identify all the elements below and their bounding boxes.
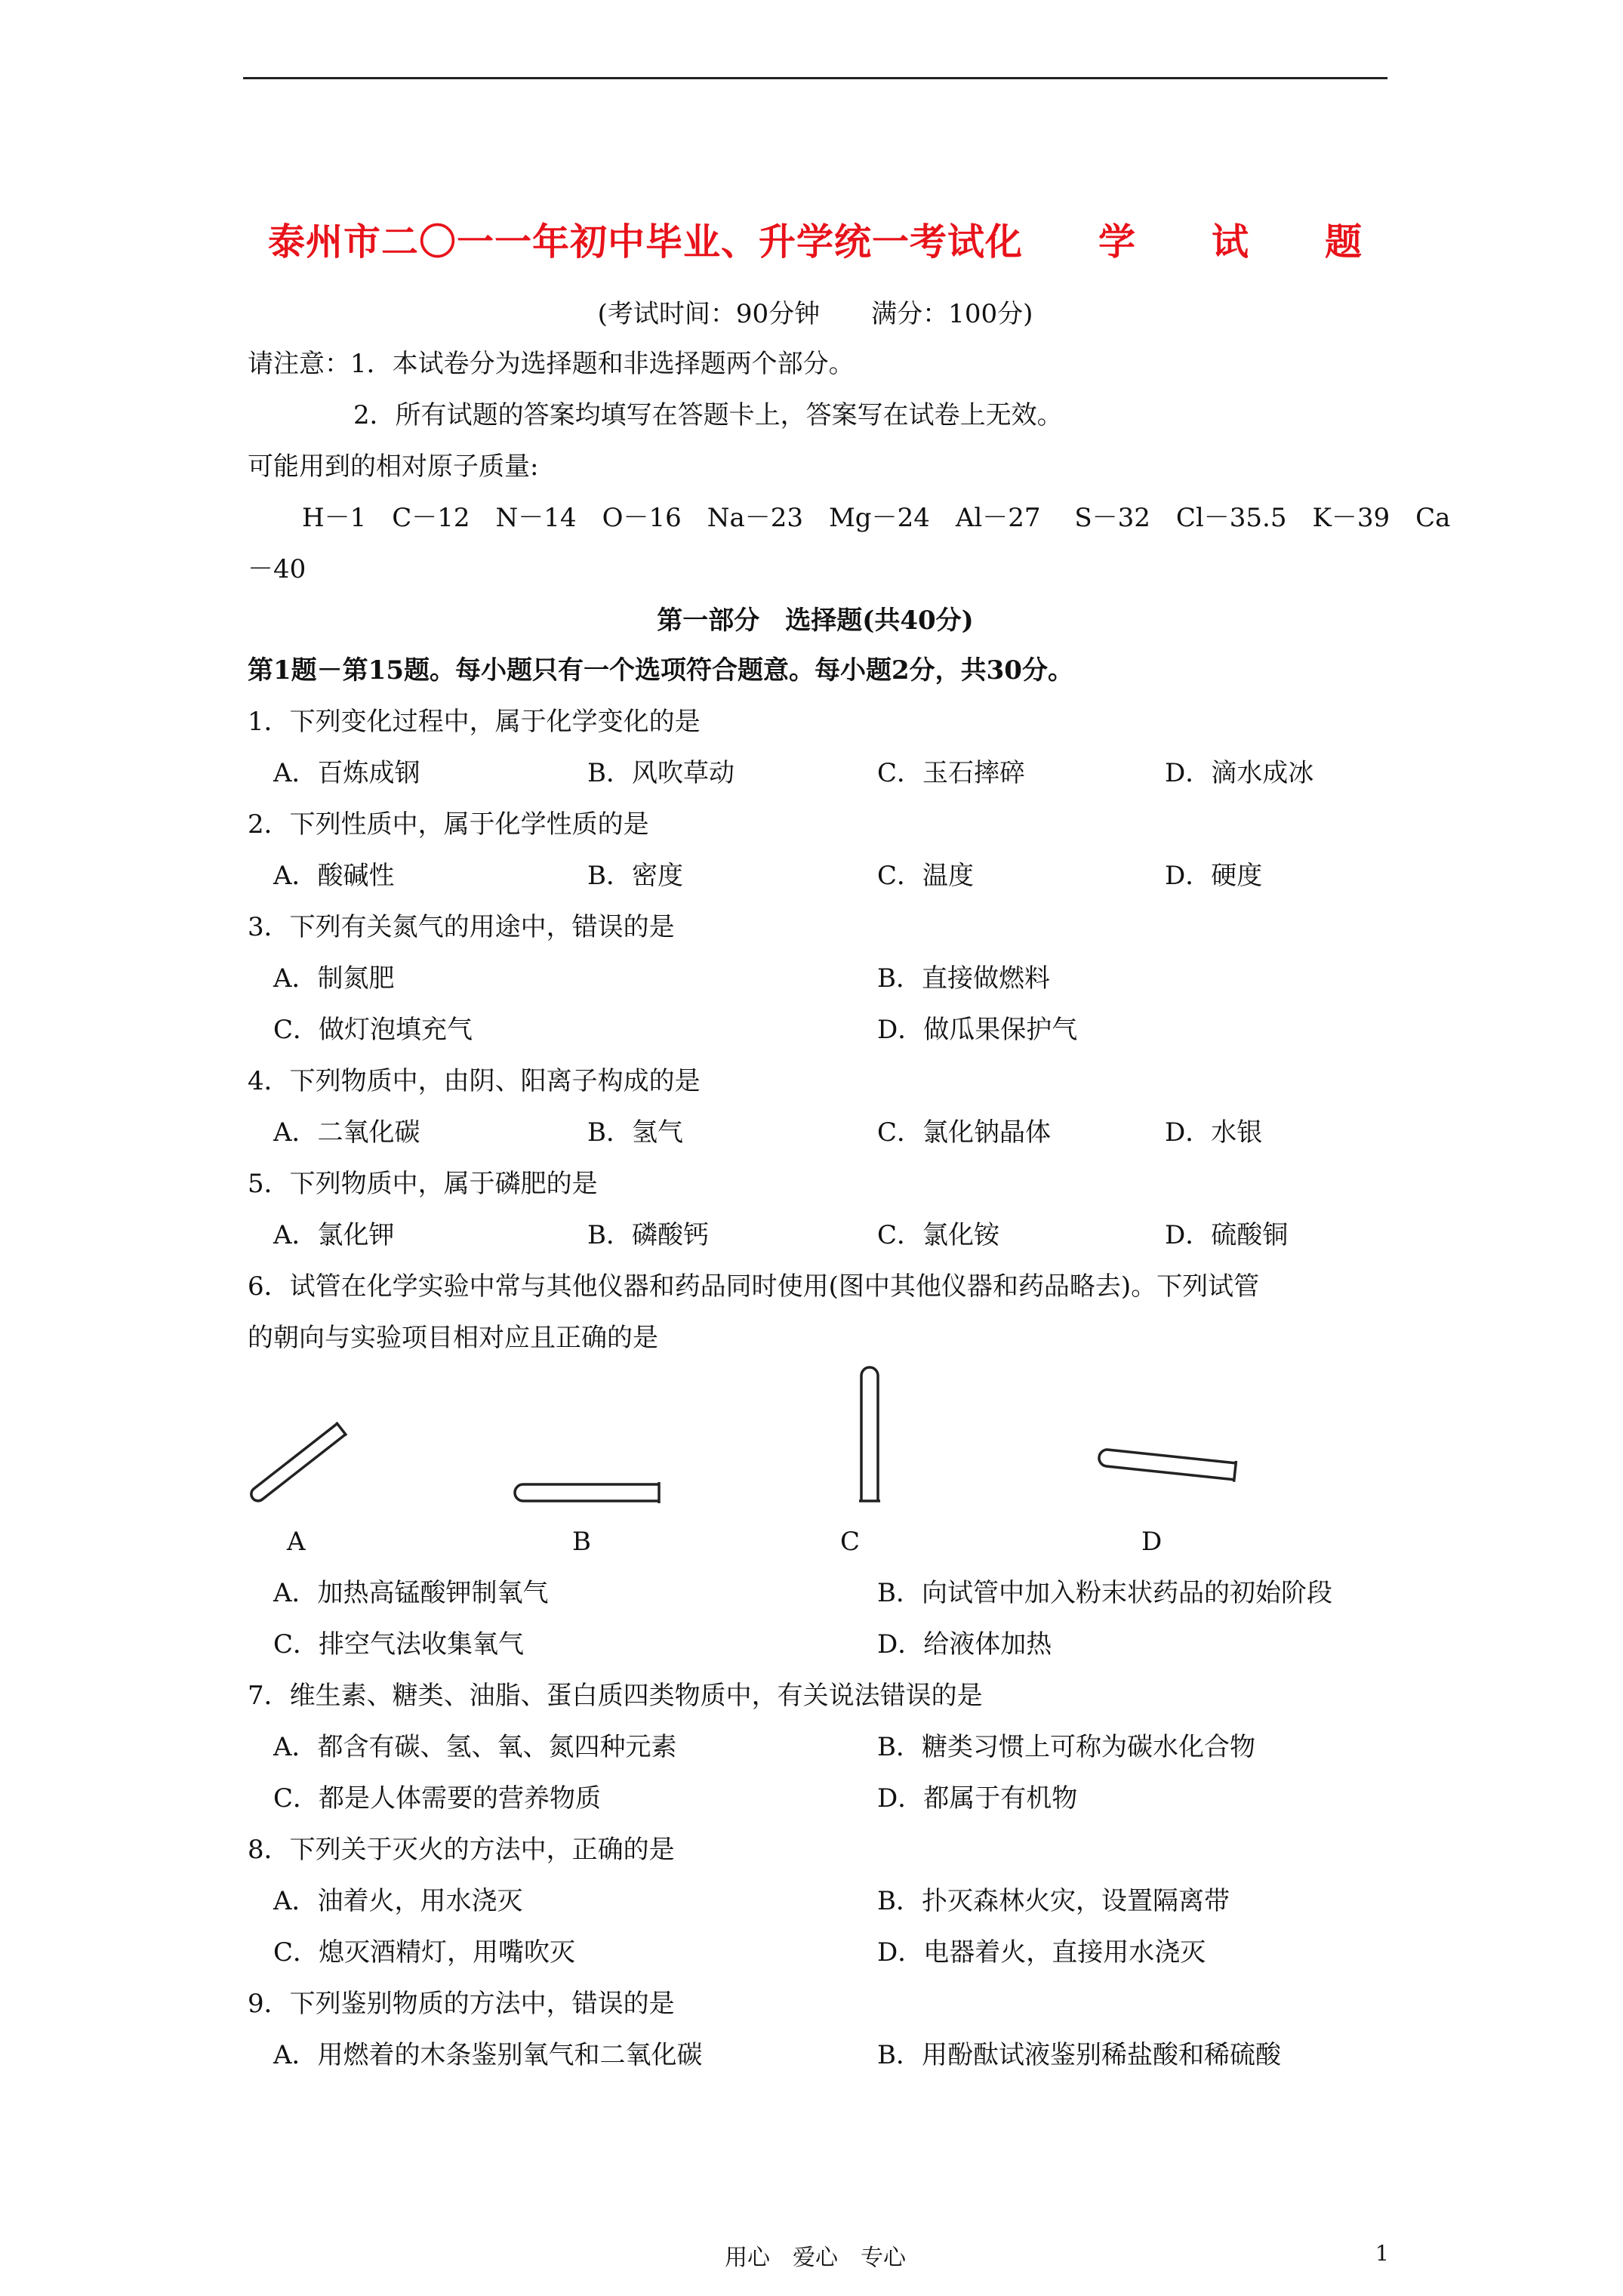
question-3-stem: 3．下列有关氮气的用途中，错误的是 <box>248 912 675 942</box>
question-1-option-b: B．风吹草动 <box>587 758 735 788</box>
question-5-stem: 5．下列物质中，属于磷肥的是 <box>248 1169 598 1199</box>
atomic-mass-line-2: －40 <box>248 554 306 584</box>
question-6-option-b: B．向试管中加入粉末状药品的初始阶段 <box>877 1578 1332 1608</box>
test-tube-a-figure <box>243 1423 349 1506</box>
question-2-option-d: D．硬度 <box>1165 861 1263 891</box>
section-instruction: 第1题－第15题。每小题只有一个选项符合题意。每小题2分，共30分。 <box>248 655 1073 686</box>
question-7-option-c: C．都是人体需要的营养物质 <box>273 1783 602 1814</box>
question-6-option-a: A．加热高锰酸钾制氧气 <box>273 1578 549 1608</box>
page-footer: 用心 爱心 专心 <box>725 2245 906 2271</box>
question-7-option-a: A．都含有碳、氢、氧、氮四种元素 <box>273 1732 677 1762</box>
question-3-option-c: C．做灯泡填充气 <box>273 1015 473 1045</box>
note-2: 2．所有试题的答案均填写在答题卡上，答案写在试卷上无效。 <box>353 400 1063 430</box>
figure-label-c: C <box>840 1527 861 1557</box>
question-8-option-a: A．油着火，用水浇灭 <box>273 1886 523 1916</box>
section-title: 第一部分 选择题(共40分) <box>657 606 974 636</box>
question-8-stem: 8．下列关于灭火的方法中，正确的是 <box>248 1835 675 1865</box>
test-tube-b-figure <box>516 1480 663 1505</box>
figure-label-a: A <box>287 1527 306 1557</box>
atomic-mass-line-1: H－1 C－12 N－14 O－16 Na－23 Mg－24 Al－27 S－32 Cl－35.5 K－39 Ca <box>302 503 1451 533</box>
exam-title: 泰州市二〇一一年初中毕业、升学统一考试化 学 试 题 <box>267 220 1363 264</box>
exam-info: (考试时间：90分钟 满分：100分) <box>597 299 1033 329</box>
question-9-stem: 9．下列鉴别物质的方法中，错误的是 <box>248 1989 675 2019</box>
question-6-stem-line-2: 的朝向与实验项目相对应且正确的是 <box>248 1323 658 1353</box>
question-5-option-c: C．氯化铵 <box>877 1220 1000 1250</box>
question-5-option-b: B．磷酸钙 <box>587 1220 709 1250</box>
question-8-option-c: C．熄灭酒精灯，用嘴吹灭 <box>273 1937 576 1968</box>
question-3-option-b: B．直接做燃料 <box>877 963 1050 994</box>
question-3-option-d: D．做瓜果保护气 <box>877 1015 1078 1045</box>
question-2-option-b: B．密度 <box>587 861 683 891</box>
test-tube-d-figure <box>1089 1442 1240 1495</box>
question-7-stem: 7．维生素、糖类、油脂、蛋白质四类物质中，有关说法错误的是 <box>248 1681 983 1711</box>
question-7-option-b: B．糖类习惯上可称为碳水化合物 <box>877 1732 1255 1762</box>
figure-label-d: D <box>1141 1527 1163 1557</box>
test-tube-c-figure <box>857 1364 882 1507</box>
question-7-option-d: D．都属于有机物 <box>877 1783 1078 1814</box>
question-6-option-d: D．给液体加热 <box>877 1629 1052 1660</box>
question-8-option-d: D．电器着火，直接用水浇灭 <box>877 1937 1206 1968</box>
atomic-mass-label: 可能用到的相对原子质量: <box>248 451 539 482</box>
question-4-stem: 4．下列物质中，由阴、阳离子构成的是 <box>248 1066 701 1096</box>
question-5-option-a: A．氯化钾 <box>273 1220 395 1250</box>
question-8-option-b: B．扑灭森林火灾，设置隔离带 <box>877 1886 1230 1916</box>
question-2-option-c: C．温度 <box>877 861 975 891</box>
question-9-option-b: B．用酚酞试液鉴别稀盐酸和稀硫酸 <box>877 2040 1281 2070</box>
header-rule <box>243 77 1387 79</box>
question-6-stem-line-1: 6．试管在化学实验中常与其他仪器和药品同时使用(图中其他仪器和药品略去)。下列试管 <box>248 1271 1260 1302</box>
question-4-option-b: B．氢气 <box>587 1117 683 1148</box>
question-3-option-a: A．制氮肥 <box>273 963 395 994</box>
question-4-option-a: A．二氧化碳 <box>273 1117 420 1148</box>
question-2-stem: 2．下列性质中，属于化学性质的是 <box>248 809 649 840</box>
figure-label-b: B <box>572 1527 591 1557</box>
question-1-option-d: D．滴水成冰 <box>1165 758 1314 788</box>
question-4-option-d: D．水银 <box>1165 1117 1263 1148</box>
question-1-option-c: C．玉石摔碎 <box>877 758 1026 788</box>
question-6-option-c: C．排空气法收集氧气 <box>273 1629 525 1660</box>
question-9-option-a: A．用燃着的木条鉴别氧气和二氧化碳 <box>273 2040 703 2070</box>
question-2-option-a: A．酸碱性 <box>273 861 395 891</box>
question-4-option-c: C．氯化钠晶体 <box>877 1117 1052 1148</box>
question-1-option-a: A．百炼成钢 <box>273 758 420 788</box>
question-1-stem: 1．下列变化过程中，属于化学变化的是 <box>248 707 701 737</box>
question-5-option-d: D．硫酸铜 <box>1165 1220 1289 1250</box>
page-number: 1 <box>1375 2241 1389 2266</box>
note-1: 请注意：1．本试卷分为选择题和非选择题两个部分。 <box>248 349 855 379</box>
